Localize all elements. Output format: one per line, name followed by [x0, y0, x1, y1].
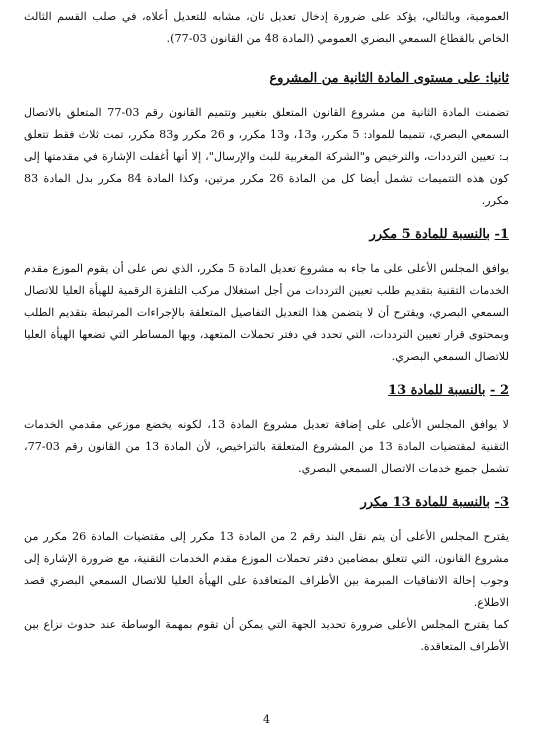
spacer — [24, 212, 509, 224]
item-3-heading — [24, 492, 509, 514]
section-two-heading — [24, 68, 509, 90]
spacer — [24, 50, 509, 68]
item-3-heading-number: 3- — [494, 495, 509, 510]
spacer — [24, 480, 509, 492]
spacer — [24, 402, 509, 414]
spacer — [24, 368, 509, 380]
item-3-heading-text: بالنسبة للمادة 13 مكرر — [360, 495, 491, 510]
item-2-heading — [24, 380, 509, 402]
spacer — [24, 246, 509, 258]
section-two-paragraph: تضمنت المادة الثانية من مشروع القانون المتعلق بتغيير وتتميم القانون رقم 03-77 المتعلق بالاتصال السمعي البصري، تتميما للمواد: 5 مكرر، و13، و13 مكرر، و 26 مكرر و83 مكرر، تمت ثلاث فقط تتعلق بـ: تعيين الترددات، والترخيص و"الشركة المغربية للبث والإرسال"، إلا أنها أغفلت الإشارة في مقدمتها إلى كون هذه التتميمات تشمل أيضا كل من المادة 26 مكرر مرتين، وكذا المادة 84 مكرر بدل المادة 83 مكرر. — [24, 106, 509, 207]
item-1-heading-text: بالنسبة للمادة 5 مكرر — [369, 227, 491, 242]
item-1-heading-number: 1- — [494, 227, 509, 242]
spacer — [24, 90, 509, 102]
page-number: 4 — [263, 713, 270, 726]
item-2-paragraph: لا يوافق المجلس الأعلى على إضافة تعديل مشروع المادة 13، لكونه يخضع موزعي مقدمي الخدمات التقنية لمقتضيات المادة 13 من المشروع المتعلقة بالتراخيص، لأن المادة 13 من القانون رقم 03-77، تشمل جميع خدمات الاتصال السمعي البصري. — [24, 418, 510, 475]
item-2-heading-text: بالنسبة للمادة 13 — [388, 383, 486, 398]
spacer — [24, 514, 509, 526]
section-two-heading-text: ثانيا: على مستوى المادة الثانية من المشروع — [269, 71, 509, 86]
item-2-heading-number: 2 - — [490, 383, 509, 398]
closing-paragraph: كما يقترح المجلس الأعلى ضرورة تحديد الجهة التي يمكن أن تقوم بمهمة الوساطة عند حدوث نزاع بين الأطراف المتعاقدة. — [24, 618, 509, 653]
intro-paragraph: العمومية، وبالتالي، يؤكد على ضرورة إدخال تعديل ثان، مشابه للتعديل أعلاه، في صلب القسم الثالث الخاص بالقطاع السمعي البصري العمومي (المادة 48 من القانون 03-77). — [24, 10, 509, 45]
item-1-paragraph: يوافق المجلس الأعلى على ما جاء به مشروع تعديل المادة 5 مكرر، الذي نص على أن يقوم الموزع مقدم الخدمات التقنية بتقديم طلب تعيين الترددات من أجل استغلال مركب التلفزة الرقمية للهيأة العليا للاتصال السمعي البصري، ويقترح أن لا يتضمن هذا التعديل التفاصيل المتعلقة بالإجراءات المرتبطة بتقديم الطلب وبمحتوى قرار تعيين الترددات، التي تحدد في دفتر تحملات المتعهد، وبها المساطر التي تضعها الهيأة العليا للاتصال السمعي البصري. — [24, 262, 509, 363]
item-1-heading — [24, 224, 509, 246]
item-3-paragraph: يقترح المجلس الأعلى أن يتم نقل البند رقم 2 من المادة 13 مكرر إلى مقتضيات المادة 26 مكرر من مشروع القانون، التي تتعلق بمضامين دفتر تحملات الموزع مقدم الخدمات التقنية، مع ضرورة الإشارة إلى وجوب إحالة الاتفاقيات المبرمة بين الأطراف المتعاقدة على الهيأة العليا للاتصال السمعي البصري قصد الاطلاع. — [24, 530, 510, 609]
